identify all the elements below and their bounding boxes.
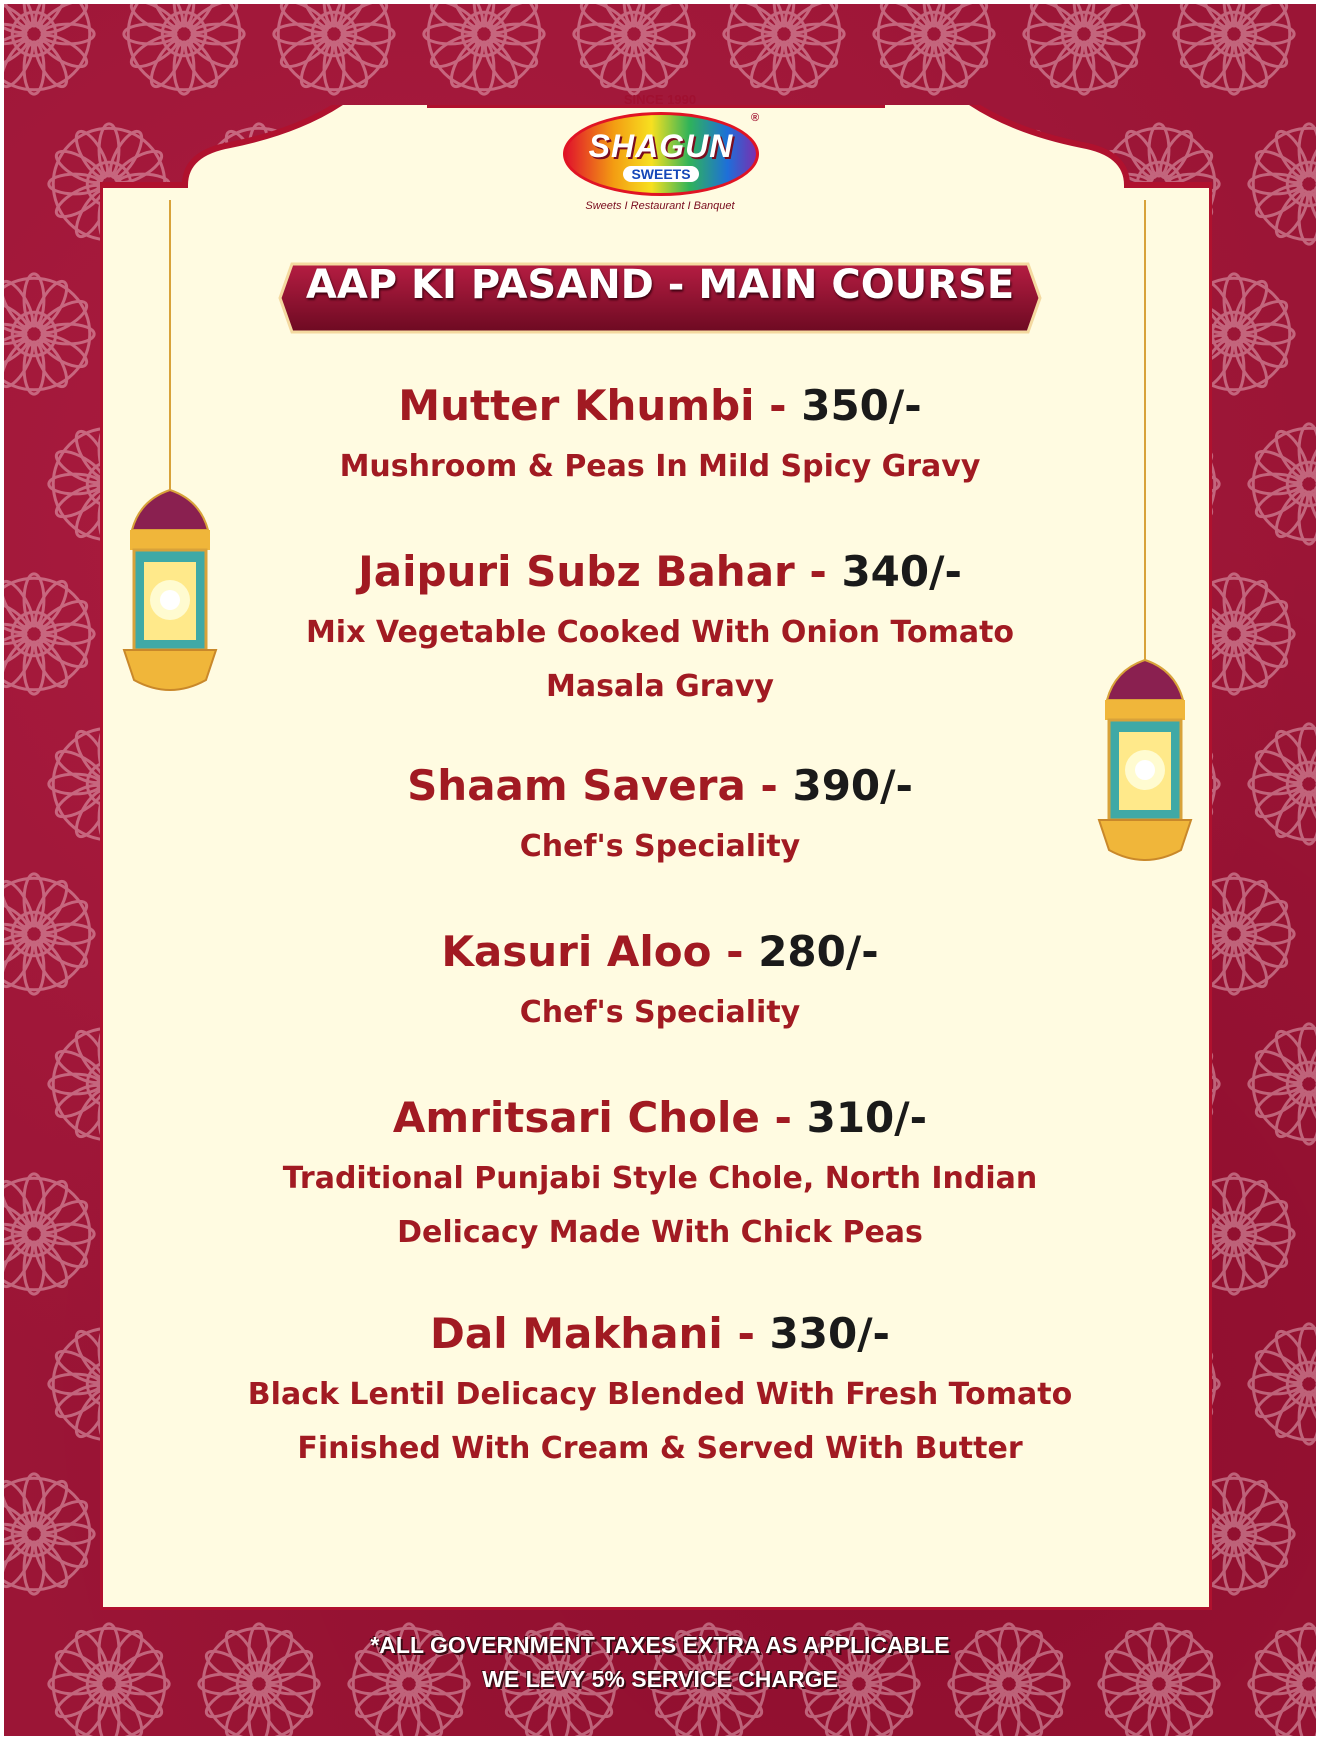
menu-item-desc: Mix Vegetable Cooked With Onion Tomato <box>305 615 1015 650</box>
menu-item <box>160 380 1160 494</box>
menu-item-desc: Masala Gravy <box>546 669 774 704</box>
menu-item-name: Kasuri Aloo <box>441 927 712 976</box>
menu-item-desc: Chef's Speciality <box>519 995 801 1030</box>
menu-item-price: 340/- <box>841 547 962 596</box>
brand-logo <box>545 92 775 222</box>
menu-item-price: 390/- <box>792 761 913 810</box>
menu-item-title <box>160 1308 1160 1360</box>
menu-item-name: Dal Makhani <box>430 1309 723 1358</box>
menu-item-desc: Delicacy Made With Chick Peas <box>397 1215 923 1250</box>
menu-item-name: Jaipuri Subz Bahar <box>358 547 795 596</box>
footer-service-charge: WE LEVY 5% SERVICE CHARGE <box>482 1666 838 1692</box>
menu-item-separator: - <box>711 927 759 976</box>
menu-item-price: 330/- <box>769 1309 890 1358</box>
section-banner <box>278 262 1042 334</box>
menu-item-title <box>160 546 1160 598</box>
menu-item-name: Mutter Khumbi <box>398 381 755 430</box>
menu-item-price: 310/- <box>806 1093 928 1142</box>
menu-item-desc: Black Lentil Delicacy Blended With Fresh Tomato <box>247 1377 1073 1412</box>
logo-name: SHAGUN <box>588 128 734 164</box>
menu-item-desc: Chef's Speciality <box>519 829 801 864</box>
menu-item-title <box>160 380 1160 432</box>
logo-since: SINCE 1990 <box>623 92 697 107</box>
menu-item-desc: Traditional Punjabi Style Chole, North Indian <box>282 1161 1038 1196</box>
menu-item <box>160 1092 1160 1260</box>
menu-item-separator: - <box>794 547 842 596</box>
menu-item-desc: Finished With Cream & Served With Butter <box>297 1431 1023 1466</box>
logo-sub: SWEETS <box>623 166 699 182</box>
menu-item-desc: Mushroom & Peas In Mild Spicy Gravy <box>339 449 981 484</box>
footer-tax-note: *ALL GOVERNMENT TAXES EXTRA AS APPLICABLE <box>370 1632 950 1658</box>
menu-item-separator: - <box>759 1093 807 1142</box>
logo-tagline: Sweets I Restaurant I Banquet <box>585 200 735 212</box>
menu-item-name: Shaam Savera <box>407 761 746 810</box>
menu-item <box>160 760 1160 874</box>
footer-notice <box>0 1628 1320 1696</box>
menu-item-name: Amritsari Chole <box>392 1093 760 1142</box>
menu-item <box>160 1308 1160 1476</box>
menu-item <box>160 546 1160 714</box>
menu-item-title <box>160 1092 1160 1144</box>
menu-item-price: 350/- <box>801 381 922 430</box>
menu-item <box>160 926 1160 1040</box>
menu-item-title <box>160 926 1160 978</box>
menu-item-separator: - <box>745 761 793 810</box>
menu-item-separator: - <box>722 1309 770 1358</box>
menu-item-separator: - <box>754 381 802 430</box>
menu-item-title <box>160 760 1160 812</box>
logo-registered: ® <box>751 112 760 124</box>
banner-title: AAP KI PASAND - MAIN COURSE <box>305 262 1015 308</box>
menu-item-price: 280/- <box>758 927 879 976</box>
